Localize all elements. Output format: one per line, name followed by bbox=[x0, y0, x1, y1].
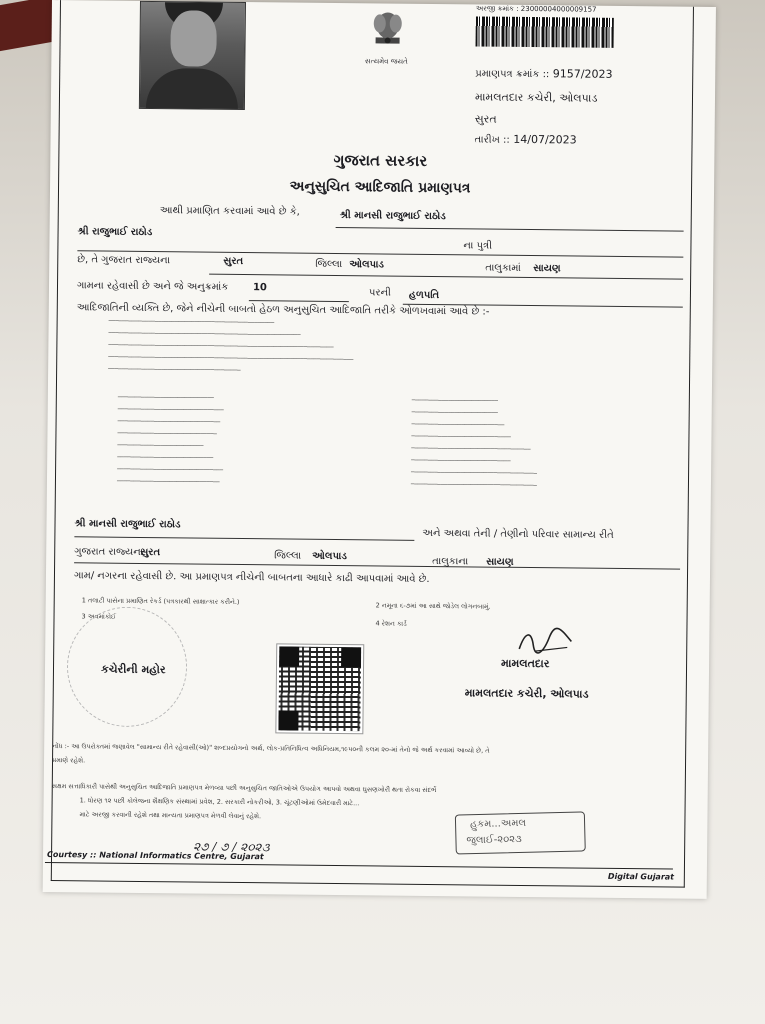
caste-label: પરની bbox=[368, 287, 391, 299]
certificate-title: અનુસુચિત આદિજાતિ પ્રમાણપત્ર bbox=[289, 178, 471, 197]
taluka-label-2: તાલુકાના bbox=[432, 556, 469, 568]
stamp-line-1: હુકમ...અમલ bbox=[469, 817, 527, 831]
district-value: સુરત bbox=[223, 255, 244, 268]
village-value: સાયણ bbox=[533, 263, 561, 275]
order-col-left-3: ─────────────────────────────── bbox=[117, 418, 221, 426]
taluka-value-2: ઓલપાડ bbox=[312, 550, 347, 563]
attachment-2: 2 નમૂના ૬-૭માં આ સાથે જોડેલ લોગનબામું. bbox=[375, 601, 491, 611]
order-col-left-6: ───────────────────────────── bbox=[117, 454, 214, 462]
attachment-4: 4 રેશન કાર્ડ bbox=[375, 619, 407, 628]
note-line-1: નોંધ :- આ ઉપરોક્તમાં જણાવેલ "સામાન્ય રીતે રહેવાસી(ઓ)" શબ્દપ્રયોગનો અર્થ, લોક-પ્રતિનિધિત્વ અધિનિયમ,૧૯૫૦ની કલમ ૨૦-માં તેનો જે અર્થ કરવામાં આવ્યો છે, તે bbox=[52, 742, 490, 755]
signatory-office: મામલતદાર કચેરી, ઓલપાડ bbox=[464, 686, 589, 701]
father-name: શ્રી રાજુભાઈ રાઠોડ bbox=[77, 226, 153, 239]
issuing-city: સુરત bbox=[474, 112, 497, 126]
intro-text: આથી પ્રમાણિત કરવામાં આવે છે કે, bbox=[159, 205, 300, 218]
certificate-number-row bbox=[475, 66, 612, 80]
qr-code bbox=[276, 644, 363, 733]
order-col-left-8: ─────────────────────────────── bbox=[116, 478, 220, 486]
certificate-number-label: પ્રમાણપત્ર ક્રમાંક :: bbox=[475, 68, 550, 81]
digital-gujarat-label: Digital Gujarat bbox=[607, 871, 675, 882]
handwritten-date: ૨૭ / ૭ / ૨૦૨૩ bbox=[193, 839, 270, 855]
certificate-sheet bbox=[43, 0, 716, 899]
district-label-2: જિલ્લા bbox=[274, 550, 302, 562]
applicant-photo bbox=[139, 1, 246, 110]
certificate-number: 9157/2023 bbox=[552, 67, 613, 81]
order-col-right-1: ────────────────────────── bbox=[411, 397, 498, 405]
caste-value: હળપતિ bbox=[408, 289, 440, 302]
issue-date-label: તારીખ :: bbox=[474, 134, 510, 146]
notice-line-2: 1. ધોરણ ૧૨ પછી કોલેજના શૈક્ષણિક સંસ્થામાં પ્રવેશ, 2. સરકારી નોકરીઓ, 3. ચૂંટણીઓમાં ઉમેદવારી માટે... bbox=[79, 796, 360, 808]
state-text: છે, તે ગુજરાત રાજ્યના bbox=[77, 254, 171, 267]
resident-name: શ્રી માનસી રાજુભાઈ રાઠોડ bbox=[74, 518, 181, 531]
order-line-1: ────────────────────────────────────────────────── bbox=[108, 318, 275, 327]
issuing-office: મામલતદાર કચેરી, ઓલપાડ bbox=[474, 90, 598, 105]
order-col-right-3: ──────────────────────────── bbox=[411, 421, 505, 429]
photo-face bbox=[170, 10, 217, 66]
order-col-right-2: ────────────────────────── bbox=[411, 409, 498, 417]
notice-line-1: સક્ષમ સત્તાધિકારી પાસેથી અનુસુચિત આદિજાતિ પ્રમાણપત્ર મેળવ્યા પછી અનુસુચિત જાતિઓએ ઉપયોગ આપવો અથવા ઘુસણખોરી થતા રોકવા સંદર્ભે bbox=[51, 782, 437, 795]
national-emblem-icon bbox=[361, 3, 414, 56]
order-col-right-4: ────────────────────────────── bbox=[411, 433, 511, 441]
relation-text: ના પુત્રી bbox=[463, 240, 493, 252]
note-line-2: પ્રમાણે રહેશે. bbox=[51, 756, 86, 765]
applicant-name: શ્રી માનસી રાજુભાઈ રાઠોડ bbox=[339, 210, 446, 223]
order-col-left-2: ──────────────────────────────── bbox=[117, 406, 224, 414]
barcode bbox=[476, 16, 614, 47]
taluka-label: તાલુકામાં bbox=[485, 262, 521, 274]
tribe-text: આદિજાતિની વ્યક્તિ છે, જેને નીચેની બાબતો હેઠળ અનુસુચિત આદિજાતિ તરીકે ઓળખવામાં આવે છે :- bbox=[76, 302, 490, 318]
family-text: અને અથવા તેની / તેણીનો પરિવાર સામાન્ય રીતે bbox=[422, 527, 614, 541]
district-value-2: સુરત bbox=[140, 546, 161, 559]
stamp-line-2: જુલાઈ-૨૦૨૩ bbox=[466, 833, 522, 847]
basis-text: ગામ/ નગરના રહેવાસી છે. આ પ્રમાણપત્ર નીચેની બાબતના આધારે કાઢી આપવામાં આવે છે. bbox=[73, 570, 430, 585]
order-col-right-8: ────────────────────────────────────── bbox=[410, 481, 537, 490]
issue-date: 14/07/2023 bbox=[513, 132, 577, 147]
photo-shoulders bbox=[146, 68, 238, 110]
attachment-1: 1 તલાટી પાસેના પ્રમાણિત રેકર્ડ (પત્રકારથી સાક્ષાત્કાર કરીને.) bbox=[81, 596, 240, 606]
order-col-left-5: ────────────────────────── bbox=[117, 442, 204, 450]
office-seal-label: કચેરીની મહોર bbox=[100, 662, 166, 677]
order-col-left-7: ──────────────────────────────── bbox=[117, 466, 224, 474]
village-value-2: સાયણ bbox=[486, 556, 514, 568]
issue-date-row bbox=[475, 132, 577, 146]
application-number: અરજી ક્રમાંક : 23000004000009157 bbox=[475, 4, 597, 14]
received-stamp bbox=[455, 811, 586, 854]
order-line-3: ──────────────────────────────────────────────────────────────────── bbox=[108, 342, 334, 351]
order-col-right-6: ────────────────────────────── bbox=[411, 457, 511, 465]
order-col-right-7: ────────────────────────────────────── bbox=[411, 469, 537, 478]
order-line-4: ────────────────────────────────────────────────────────────────────────── bbox=[108, 354, 354, 364]
order-col-left-4: ────────────────────────────── bbox=[117, 430, 217, 438]
courtesy-text: Courtesy :: National Informatics Centre, Gujarat bbox=[47, 849, 264, 862]
emblem-caption: સત્યમેવ જયતે bbox=[364, 57, 408, 66]
notice-line-3: માટે અરજી કરવાની રહેશે તથા માન્યતા પ્રમાણપત્ર મેળવી લેવાનું રહેશે. bbox=[79, 810, 262, 821]
order-col-left-1: ───────────────────────────── bbox=[117, 394, 214, 402]
state-heading: ગુજરાત સરકાર bbox=[333, 150, 428, 170]
order-line-2: ────────────────────────────────────────────────────────── bbox=[108, 330, 301, 339]
taluka-value: ઓલપાડ bbox=[349, 259, 385, 271]
serial-number: 10 bbox=[252, 282, 267, 294]
order-col-right-5: ──────────────────────────────────── bbox=[411, 445, 531, 454]
state-text-2: ગુજરાત રાજ્યના bbox=[74, 546, 144, 558]
attachment-3: 3 અવમાંકોઈ bbox=[81, 612, 117, 621]
resident-text: ગામના રહેવાસી છે અને જે અનુક્રમાંક bbox=[76, 280, 229, 293]
district-label: જિલ્લા bbox=[315, 258, 343, 271]
signature-icon bbox=[515, 627, 575, 658]
order-line-5: ──────────────────────────────────────── bbox=[108, 366, 241, 374]
signatory-title: મામલતદાર bbox=[501, 656, 550, 671]
